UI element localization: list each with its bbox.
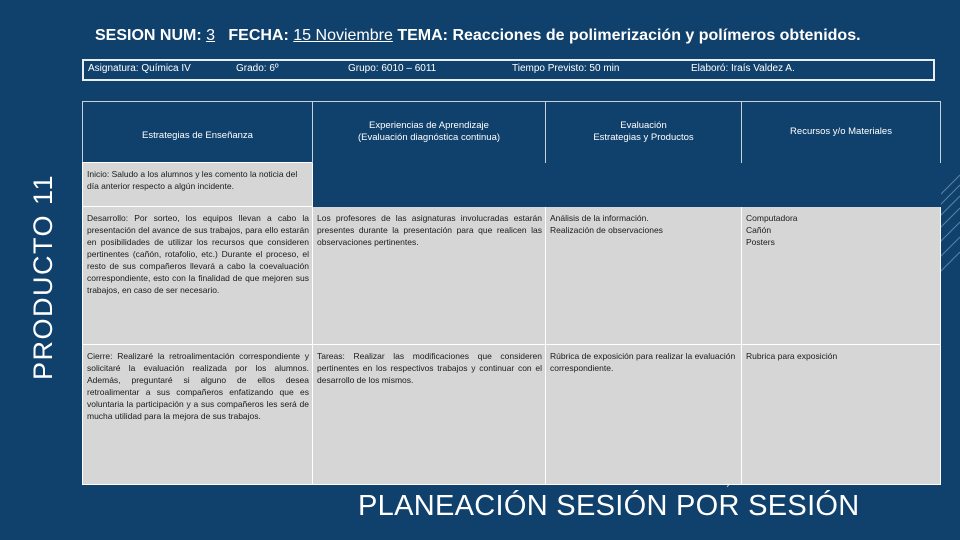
- desarrollo-recursos: [742, 207, 941, 345]
- header-recursos: Recursos y/o Materiales: [742, 102, 941, 163]
- tema-value: Reacciones de polimerización y polímeros obtenidos.: [452, 27, 861, 44]
- header-evaluacion: [546, 102, 742, 163]
- recurso-item: Cañón: [746, 225, 772, 235]
- header-experiencias-line1: Experiencias de Aprendizaje: [369, 120, 489, 131]
- table-header-row: [83, 102, 941, 163]
- table-row-inicio: [83, 163, 941, 207]
- grado-field: Grado: 6º: [236, 63, 279, 74]
- header-experiencias: [313, 102, 546, 163]
- footer-title: PLANEACIÓN SESIÓN POR SESIÓN: [358, 490, 860, 522]
- cierre-evaluacion: Rúbrica de exposición para realizar la evaluación correspondiente.: [546, 345, 742, 485]
- header-estrategias: Estrategias de Enseñanza: [83, 102, 313, 163]
- header-experiencias-line2: (Evaluación diagnóstica continua): [357, 132, 501, 143]
- sesion-label: SESION NUM:: [95, 27, 202, 44]
- cierre-recursos: Rubrica para exposición: [742, 345, 941, 485]
- fecha-value: 15 Noviembre: [293, 27, 393, 44]
- desarrollo-aprendizaje: Los profesores de las asignaturas involucradas estarán presentes durante la presentación para que realicen las observaciones pertinentes.: [313, 207, 546, 345]
- desarrollo-evaluacion-line2: Realización de observaciones: [550, 225, 663, 235]
- side-title: PRODUCTO 11: [28, 173, 58, 380]
- header-evaluacion-line2: Estrategias y Productos: [593, 132, 694, 143]
- planning-table: [82, 101, 941, 485]
- sesion-number: 3: [206, 27, 216, 44]
- recurso-item: Posters: [746, 237, 775, 247]
- tema-label: TEMA:: [397, 27, 448, 44]
- elaboro-field: Elaboró: Iraís Valdez A.: [691, 63, 795, 74]
- fecha-label: FECHA:: [228, 27, 289, 44]
- table-row-cierre: [83, 345, 941, 485]
- desarrollo-evaluacion: [546, 207, 742, 345]
- desarrollo-ensenanza: Desarrollo: Por sorteo, los equipos llevan a cabo la presentación del avance de sus trabajos, para ello estarán en posibilidades de utilizar los recursos que consideren pertinentes (cañón, rotafolio, etc.) Durante el proceso, el resto de sus compañeros llevará a cabo la coevaluación correspondiente, esto con la finalidad de que mejoren sus trabajos, en caso de ser necesario.: [83, 207, 313, 345]
- header-evaluacion-line1: Evaluación: [620, 120, 667, 131]
- desarrollo-evaluacion-line1: Análisis de la información.: [550, 213, 649, 223]
- info-bar: [82, 59, 935, 81]
- inicio-ensenanza: Inicio: Saludo a los alumnos y les comento la noticia del día anterior respecto a algún incidente.: [83, 163, 313, 207]
- page-title: [95, 26, 895, 46]
- grupo-field: Grupo: 6010 – 6011: [348, 63, 437, 74]
- tiempo-field: Tiempo Previsto: 50 min: [512, 63, 620, 74]
- cierre-aprendizaje: Tareas: Realizar las modificaciones que consideren pertinentes en los respectivos trabajos y continuar con el desarrollo de los mismos.: [313, 345, 546, 485]
- cierre-ensenanza: Cierre: Realizaré la retroalimentación correspondiente y solicitaré la evaluación realizada por los alumnos. Además, preguntaré si alguno de ellos desea retroalimentar a sus compañeros enfatizando que es voluntaria la participación y a sus compañeros les será de mucha utilidad para la mejora de sus trabajos.: [83, 345, 313, 485]
- recurso-item: Computadora: [746, 213, 798, 223]
- inicio-empty: [313, 163, 941, 207]
- asignatura-field: Asignatura: Química IV: [88, 63, 191, 74]
- table-row-desarrollo: [83, 207, 941, 345]
